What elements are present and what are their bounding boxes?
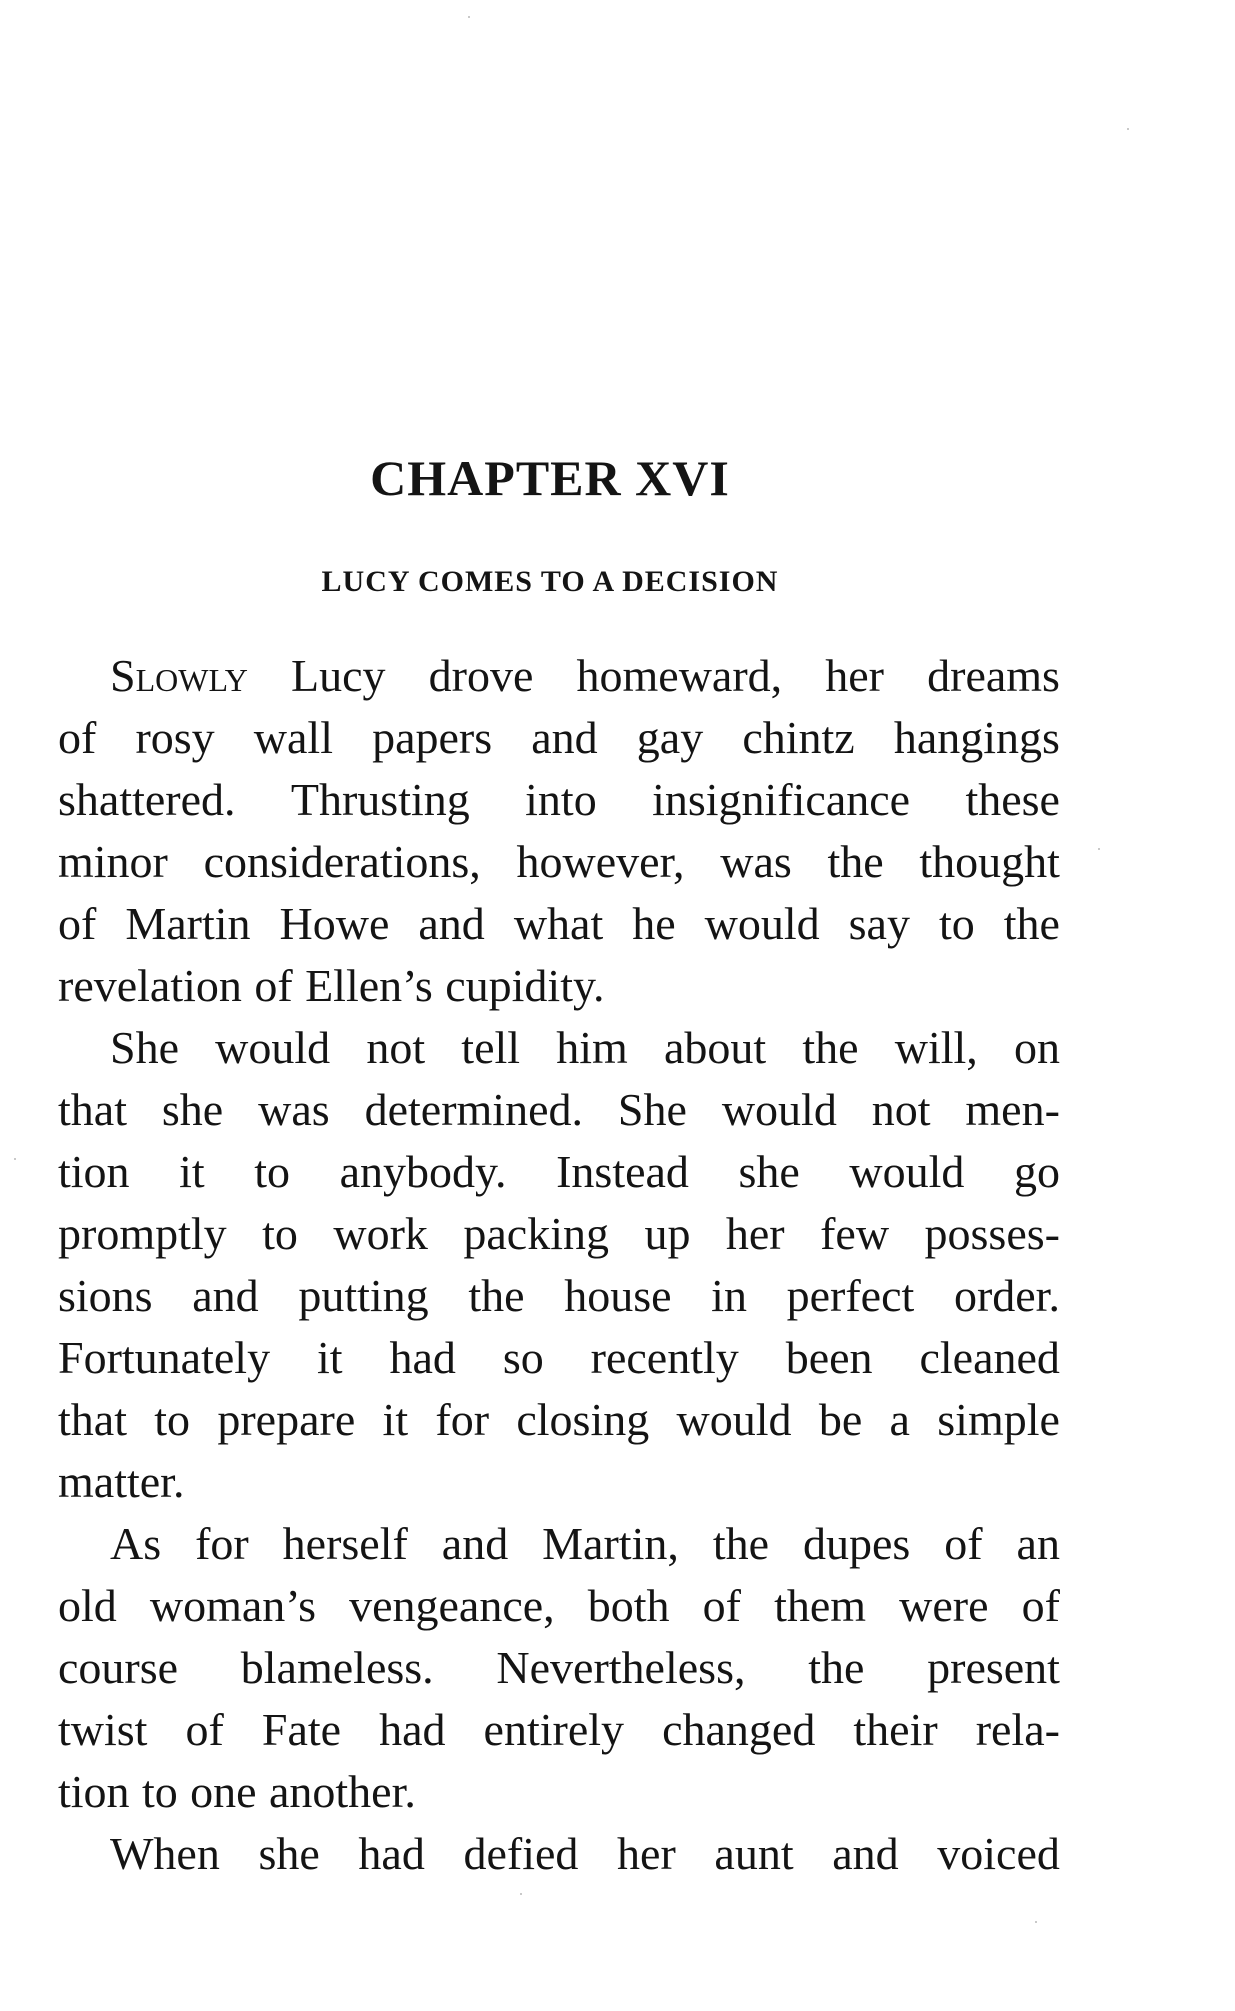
text-line: She would not tell him about the will, on bbox=[110, 1022, 1060, 1073]
body-text bbox=[58, 645, 1060, 1885]
text-line: old woman’s vengeance, both of them were of bbox=[58, 1580, 1060, 1631]
paper-speck bbox=[14, 1158, 16, 1160]
text-line: tion to one another. bbox=[58, 1766, 416, 1817]
paper-speck bbox=[468, 16, 470, 18]
text-line: matter. bbox=[58, 1456, 185, 1507]
text-line: As for herself and Martin, the dupes of an bbox=[110, 1518, 1060, 1569]
paper-speck bbox=[1098, 848, 1100, 850]
text-line: twist of Fate had entirely changed their rela- bbox=[58, 1704, 1060, 1755]
text-line: that to prepare it for closing would be a simple bbox=[58, 1394, 1060, 1445]
text-line: of rosy wall papers and gay chintz hangings bbox=[58, 712, 1060, 763]
text-line: shattered. Thrusting into insignificance these bbox=[58, 774, 1060, 825]
text-line: revelation of Ellen’s cupidity. bbox=[58, 960, 605, 1011]
chapter-subtitle: LUCY COMES TO A DECISION bbox=[321, 565, 779, 598]
text-line: Fortunately it had so recently been cleaned bbox=[58, 1332, 1060, 1383]
paper-speck bbox=[1035, 1921, 1037, 1923]
text-line: minor considerations, however, was the thought bbox=[58, 836, 1060, 887]
text-line: tion it to anybody. Instead she would go bbox=[58, 1146, 1060, 1197]
text-line: that she was determined. She would not men- bbox=[58, 1084, 1060, 1135]
text-line: of Martin Howe and what he would say to the bbox=[58, 898, 1060, 949]
paper-speck bbox=[1127, 128, 1129, 130]
text-line: sions and putting the house in perfect order. bbox=[58, 1270, 1060, 1321]
text-line: When she had defied her aunt and voiced bbox=[110, 1828, 1060, 1879]
paper-speck bbox=[520, 1893, 522, 1895]
text-line: course blameless. Nevertheless, the present bbox=[58, 1642, 1060, 1693]
text-line: Slowly Lucy drove homeward, her dreams bbox=[110, 650, 1060, 701]
text-line: promptly to work packing up her few posses- bbox=[58, 1208, 1060, 1259]
chapter-title: CHAPTER XVI bbox=[370, 450, 730, 506]
